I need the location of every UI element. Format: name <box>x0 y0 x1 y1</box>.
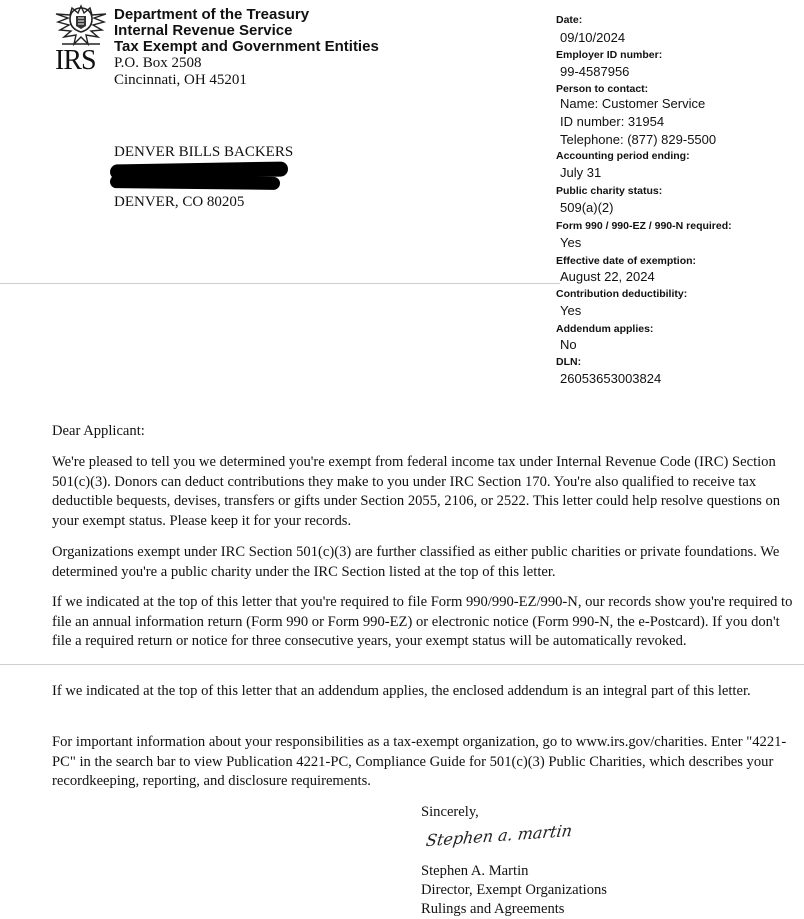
signer-title: Director, Exempt Organizations <box>421 882 607 898</box>
recipient-name: DENVER BILLS BACKERS <box>114 144 294 160</box>
dln-label: DLN: <box>556 356 582 368</box>
address-line-1: P.O. Box 2508 <box>114 55 202 71</box>
form-required-value: Yes <box>560 235 582 250</box>
accounting-period-value: July 31 <box>560 165 602 180</box>
redaction-bar <box>110 175 280 190</box>
recipient-city-line: DENVER, CO 80205 <box>114 194 245 210</box>
signature: Stephen a. martin <box>424 820 574 851</box>
ein-value: 99-4587956 <box>560 64 630 79</box>
addendum-label: Addendum applies: <box>556 323 654 335</box>
agency-line-2: Internal Revenue Service <box>114 22 293 39</box>
signer-name: Stephen A. Martin <box>421 863 529 879</box>
signer-office: Rulings and Agreements <box>421 901 565 917</box>
agency-line-1: Department of the Treasury <box>114 6 310 23</box>
paragraph-filing: If we indicated at the top of this letter that you're required to file Form 990/990-EZ/990-N, our records show you're required to file an annual information return (Form 990 or Form 990-EZ) or electronic notice (Form 990-N, the e-Postcard). If you don't file a required return or notice for three consecutive years, your exempt status will be automatically revoked. <box>52 594 793 649</box>
deductibility-value: Yes <box>560 303 582 318</box>
addendum-value: No <box>560 337 577 352</box>
date-label: Date: <box>556 14 583 26</box>
salutation: Dear Applicant: <box>52 423 145 439</box>
irs-eagle-logo-icon <box>52 4 110 50</box>
fold-line <box>0 283 560 284</box>
paragraph-resources: For important information about your responsibilities as a tax-exempt organization, go to www.irs.gov/charities. Enter "4221-PC" in the search bar to view Publication 4221-PC, Compliance Guide for 501(c)(3) Public Charities, which describes your recordkeeping, reporting, and disclosure requirements. <box>52 734 787 789</box>
paragraph-addendum: If we indicated at the top of this letter that an addendum applies, the enclosed addendum is an integral part of this letter. <box>52 683 751 699</box>
paragraph-classification: Organizations exempt under IRC Section 501(c)(3) are further classified as either public charities or private foundations. We determined you're a public charity under the IRC Section listed at the top of this letter. <box>52 544 780 580</box>
address-line-2: Cincinnati, OH 45201 <box>114 72 247 88</box>
form-required-label: Form 990 / 990-EZ / 990-N required: <box>556 220 732 232</box>
contact-label: Person to contact: <box>556 83 649 95</box>
agency-line-3: Tax Exempt and Government Entities <box>114 38 379 55</box>
contact-id: ID number: 31954 <box>560 114 665 129</box>
accounting-period-label: Accounting period ending: <box>556 150 690 162</box>
date-value: 09/10/2024 <box>560 30 626 45</box>
charity-status-value: 509(a)(2) <box>560 200 614 215</box>
deductibility-label: Contribution deductibility: <box>556 288 688 300</box>
paragraph-exemption: We're pleased to tell you we determined you're exempt from federal income tax under Internal Revenue Code (IRC) Section 501(c)(3). Donors can deduct contributions they make to you under IRC Section 170. You're also qualified to receive tax deductible bequests, devises, transfers or gifts under Section 2055, 2106, or 2522. This letter could help resolve questions on your exempt status. Please keep it for your records. <box>52 454 781 529</box>
dln-value: 26053653003824 <box>560 371 662 386</box>
charity-status-label: Public charity status: <box>556 185 663 197</box>
closing: Sincerely, <box>421 804 479 820</box>
ein-label: Employer ID number: <box>556 49 663 61</box>
effective-date-label: Effective date of exemption: <box>556 255 697 267</box>
effective-date-value: August 22, 2024 <box>560 269 655 284</box>
contact-name: Name: Customer Service <box>560 96 706 111</box>
contact-telephone: Telephone: (877) 829-5500 <box>560 132 717 147</box>
irs-logo-text: IRS <box>55 45 96 76</box>
fold-line <box>0 664 804 665</box>
